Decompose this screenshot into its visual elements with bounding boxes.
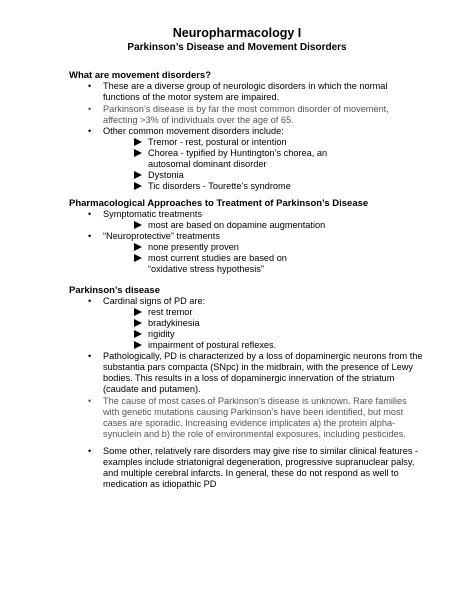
arrow-bullet-icon bbox=[134, 243, 142, 251]
bullet-icon: • bbox=[88, 396, 92, 406]
arrow-bullet-icon bbox=[134, 149, 142, 157]
bullet-icon: • bbox=[88, 81, 92, 91]
arrow-bullet-icon bbox=[134, 341, 142, 349]
arrow-bullet-icon bbox=[134, 319, 142, 327]
document-page: Neuropharmacology I Parkinson’s Disease and Movement Disorders What are movement disorders? • These are a diverse group of neurologic disorders in which the normal functions of the motor system are impaired. • Parkinson’s disease is by far the most common disorder of movement, affecting >3% of individuals over the age of 65. • Other common movement disorders include: Tremor - rest, postural or intention Chorea - typified by Huntington’s chorea, an autosomal dominant disorder Dystonia Tic disorders - Tourette’s syndrome Pharmacological Approaches to Treatment of Parkinson’s Disease • Symptomatic treatments most are based on dopamine augmentation • “Neuroprotective” treatments none presently proven most current studies are based on “oxidative stress hypothesis” Parkinson’s disease • Cardinal signs of PD are: rest tremor bradykinesia rigidity impairment of postural reflexes. • Pathologically, PD is characterized by a loss of dopaminergic neurons from the substantia pars compacta (SNpc) in the midbrain, with the presence of Lewy bodies. This results in a loss of dopaminergic innervation of the striatum (caudate and putamen). • The cause of most cases of Parkinson’s disease is unknown. Rare families with genetic mutations causing Parkinson’s have been identified, but most cases are sporadic. Increasing evidence implicates a) the protein alpha-synuclein and b) the role of environmental exposures, including pesticides. • Some other, relatively rare disorders may give rise to similar clinical features - examples include striatonigral degeneration, progressive supranuclear palsy, and multiple cerebral infarcts. In general, these do not respond as well to medication as idiopathic PD bbox=[0, 0, 474, 613]
page-title: Neuropharmacology I bbox=[172, 26, 302, 40]
bullet-icon: • bbox=[88, 231, 92, 241]
section-heading: Parkinson’s disease bbox=[69, 285, 161, 296]
arrow-bullet-icon bbox=[134, 254, 142, 262]
arrow-bullet-icon bbox=[134, 138, 142, 146]
arrow-bullet-icon bbox=[134, 171, 142, 179]
bullet-icon: • bbox=[88, 446, 92, 456]
arrow-bullet-icon bbox=[134, 330, 142, 338]
arrow-bullet-icon bbox=[134, 182, 142, 190]
bullet-icon: • bbox=[88, 209, 92, 219]
bullet-icon: • bbox=[88, 104, 92, 114]
section-heading: Pharmacological Approaches to Treatment of Parkinson’s Disease bbox=[69, 198, 369, 209]
page-subtitle: Parkinson’s Disease and Movement Disorders bbox=[127, 42, 347, 53]
bullet-icon: • bbox=[88, 296, 92, 306]
arrow-bullet-icon bbox=[134, 221, 142, 229]
bullet-icon: • bbox=[88, 126, 92, 136]
bullet-icon: • bbox=[88, 351, 92, 361]
section-heading: What are movement disorders? bbox=[69, 70, 212, 81]
arrow-bullet-icon bbox=[134, 308, 142, 316]
